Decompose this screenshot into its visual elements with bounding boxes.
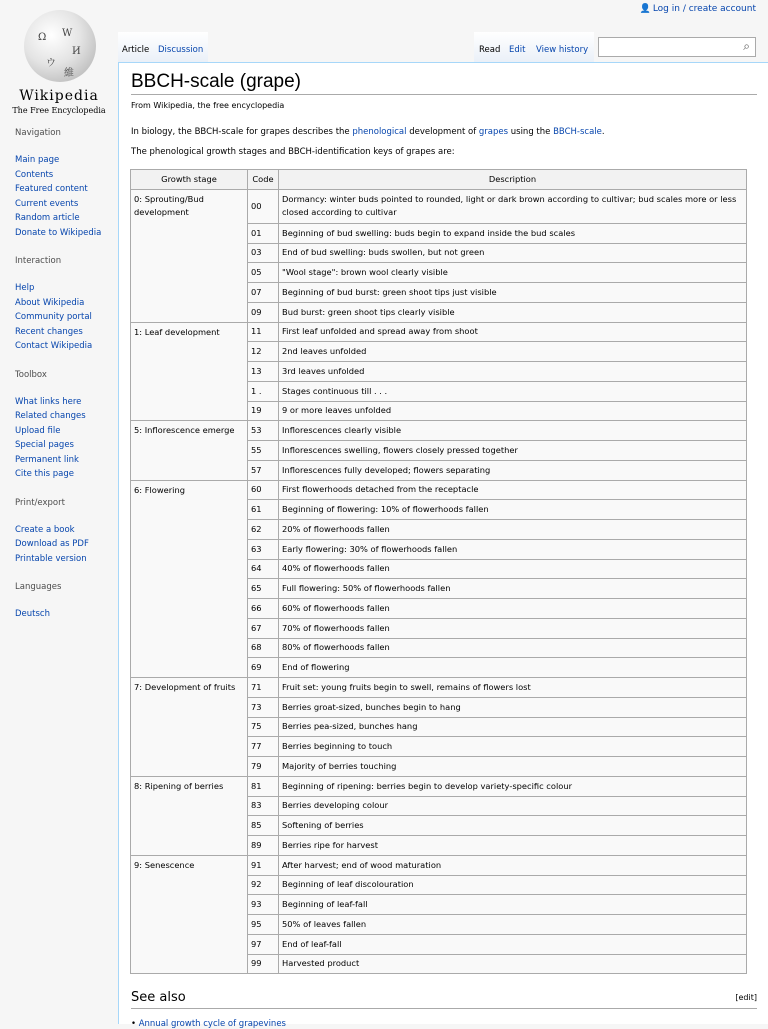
description-cell: 80% of flowerhoods fallen: [279, 638, 747, 658]
wordmark: Wikipedia: [19, 88, 99, 104]
portal-navigation: [15, 128, 118, 240]
content-area: [118, 62, 768, 1029]
growth-stage-cell: 9: Senescence: [131, 855, 248, 974]
globe-icon: Ω W И ウ 維: [24, 10, 96, 82]
portal-heading: Navigation: [15, 128, 61, 138]
code-cell: 62: [248, 520, 279, 540]
personal-tools: [640, 4, 756, 14]
sidebar-item-download-as-pdf[interactable]: Download as PDF: [15, 539, 89, 549]
description-cell: Bud burst: green shoot tips clearly visible: [279, 302, 747, 322]
code-cell: 11: [248, 322, 279, 342]
code-cell: 19: [248, 401, 279, 421]
phenological-link[interactable]: phenological: [352, 127, 407, 137]
code-cell: 81: [248, 776, 279, 796]
description-cell: 9 or more leaves unfolded: [279, 401, 747, 421]
description-cell: First leaf unfolded and spread away from shoot: [279, 322, 747, 342]
sidebar-item-what-links-here[interactable]: What links here: [15, 396, 82, 407]
portal-toolbox: [15, 370, 118, 482]
code-cell: 13: [248, 362, 279, 382]
see-also-list: • Annual growth cycle of grapevines: [131, 1019, 286, 1029]
code-cell: 83: [248, 796, 279, 816]
description-cell: Fruit set: young fruits begin to swell, remains of flowers lost: [279, 678, 747, 698]
table-row: [131, 421, 747, 441]
table-row: [131, 678, 747, 698]
code-cell: 89: [248, 836, 279, 856]
tab-discussion[interactable]: Discussion: [158, 45, 204, 55]
code-cell: 12: [248, 342, 279, 362]
description-cell: 40% of flowerhoods fallen: [279, 559, 747, 579]
sidebar-item-recent-changes[interactable]: Recent changes: [15, 326, 83, 337]
description-cell: Beginning of ripening: berries begin to develop variety-specific colour: [279, 776, 747, 796]
portal-print-export: [15, 498, 118, 567]
sidebar-item-contact-wikipedia[interactable]: Contact Wikipedia: [15, 341, 93, 351]
code-cell: 77: [248, 737, 279, 757]
code-cell: 91: [248, 855, 279, 875]
code-cell: 97: [248, 934, 279, 954]
tab-edit[interactable]: Edit: [509, 45, 526, 55]
sidebar-item-deutsch[interactable]: Deutsch: [15, 609, 50, 619]
portal-heading: Interaction: [15, 256, 62, 266]
portal-heading: Print/export: [15, 497, 65, 508]
code-cell: 07: [248, 283, 279, 303]
description-cell: 50% of leaves fallen: [279, 915, 747, 935]
description-cell: Berries ripe for harvest: [279, 836, 747, 856]
code-cell: 01: [248, 223, 279, 243]
description-cell: Dormancy: winter buds pointed to rounded, light or dark brown according to cultivar; bud scales more or less closed according to cultivar: [279, 189, 747, 223]
description-cell: Beginning of leaf discolouration: [279, 875, 747, 895]
search-icon[interactable]: ⌕: [743, 39, 750, 53]
col-growth-stage: Growth stage: [131, 170, 248, 190]
code-cell: 71: [248, 678, 279, 698]
col-description: Description: [279, 170, 747, 190]
sidebar-item-related-changes[interactable]: Related changes: [15, 411, 86, 421]
search-input[interactable]: [602, 41, 736, 59]
description-cell: Early flowering: 30% of flowerhoods fallen: [279, 539, 747, 559]
description-cell: 70% of flowerhoods fallen: [279, 618, 747, 638]
namespace-tabs: [118, 32, 208, 62]
code-cell: 05: [248, 263, 279, 283]
portal-languages: [15, 582, 118, 622]
sidebar-item-main-page[interactable]: Main page: [15, 155, 60, 165]
code-cell: 57: [248, 460, 279, 480]
code-cell: 92: [248, 875, 279, 895]
code-cell: 03: [248, 243, 279, 263]
description-cell: Softening of berries: [279, 816, 747, 836]
code-cell: 00: [248, 189, 279, 223]
code-cell: 68: [248, 638, 279, 658]
description-cell: Inflorescences clearly visible: [279, 421, 747, 441]
description-cell: 2nd leaves unfolded: [279, 342, 747, 362]
growth-stage-cell: 1: Leaf development: [131, 322, 248, 421]
tagline: The Free Encyclopedia: [12, 106, 106, 115]
code-cell: 53: [248, 421, 279, 441]
code-cell: 95: [248, 915, 279, 935]
sidebar-item-current-events[interactable]: Current events: [15, 198, 79, 209]
table-row: [131, 776, 747, 796]
code-cell: 67: [248, 618, 279, 638]
section-edit-link[interactable]: [edit]: [735, 993, 757, 1002]
description-cell: Berries pea-sized, bunches hang: [279, 717, 747, 737]
description-cell: Inflorescences swelling, flowers closely pressed together: [279, 441, 747, 461]
sidebar-item-help[interactable]: Help: [15, 283, 35, 293]
code-cell: 64: [248, 559, 279, 579]
sidebar-item-create-a-book[interactable]: Create a book: [15, 524, 75, 535]
description-cell: Beginning of leaf-fall: [279, 895, 747, 915]
growth-stage-cell: 6: Flowering: [131, 480, 248, 678]
sidebar-item-cite-this-page[interactable]: Cite this page: [15, 469, 75, 479]
table-intro: The phenological growth stages and BBCH-identification keys of grapes are:: [131, 147, 455, 157]
tab-view-history[interactable]: View history: [536, 45, 589, 55]
description-cell: 60% of flowerhoods fallen: [279, 599, 747, 619]
table-header-row: [131, 170, 747, 190]
code-cell: 09: [248, 302, 279, 322]
code-cell: 75: [248, 717, 279, 737]
code-cell: 63: [248, 539, 279, 559]
sidebar-item-special-pages[interactable]: Special pages: [15, 440, 74, 450]
description-cell: Full flowering: 50% of flowerhoods fallen: [279, 579, 747, 599]
bbch-table: [130, 169, 747, 974]
portal-interaction: [15, 256, 118, 354]
portal-heading: Languages: [15, 582, 62, 592]
table-body: [131, 189, 747, 974]
description-cell: 20% of flowerhoods fallen: [279, 520, 747, 540]
sidebar-item-printable-version[interactable]: Printable version: [15, 553, 87, 564]
sidebar: [0, 128, 118, 638]
description-cell: "Wool stage": brown wool clearly visible: [279, 263, 747, 283]
description-cell: Berries beginning to touch: [279, 737, 747, 757]
tab-article[interactable]: Article: [122, 45, 150, 55]
code-cell: 73: [248, 697, 279, 717]
description-cell: Majority of berries touching: [279, 757, 747, 777]
sidebar-item-permanent-link[interactable]: Permanent link: [15, 454, 79, 465]
bbch-scale-link[interactable]: BBCH-scale: [553, 127, 602, 137]
sidebar-item-featured-content[interactable]: Featured content: [15, 184, 88, 194]
description-cell: First flowerhoods detached from the receptacle: [279, 480, 747, 500]
tab-read[interactable]: Read: [479, 45, 501, 55]
code-cell: 1 .: [248, 381, 279, 401]
description-cell: Beginning of bud burst: green shoot tips just visible: [279, 283, 747, 303]
description-cell: Berries groat-sized, bunches begin to hang: [279, 697, 747, 717]
code-cell: 61: [248, 500, 279, 520]
sidebar-item-contents[interactable]: Contents: [15, 169, 54, 180]
description-cell: End of leaf-fall: [279, 934, 747, 954]
table-row: [131, 322, 747, 342]
description-cell: Berries developing colour: [279, 796, 747, 816]
growth-stage-cell: 7: Development of fruits: [131, 678, 248, 777]
table-row: [131, 855, 747, 875]
description-cell: After harvest; end of wood maturation: [279, 855, 747, 875]
code-cell: 66: [248, 599, 279, 619]
code-cell: 69: [248, 658, 279, 678]
see-also-link[interactable]: Annual growth cycle of grapevines: [138, 1019, 286, 1029]
table-row: [131, 189, 747, 223]
page-title: BBCH-scale (grape): [131, 71, 757, 95]
description-cell: 3rd leaves unfolded: [279, 362, 747, 382]
description-cell: Harvested product: [279, 954, 747, 974]
sidebar-item-upload-file[interactable]: Upload file: [15, 425, 61, 436]
col-code: Code: [248, 170, 279, 190]
code-cell: 60: [248, 480, 279, 500]
description-cell: Inflorescences fully developed; flowers separating: [279, 460, 747, 480]
description-cell: End of flowering: [279, 658, 747, 678]
code-cell: 93: [248, 895, 279, 915]
sidebar-item-random-article[interactable]: Random article: [15, 213, 80, 223]
code-cell: 99: [248, 954, 279, 974]
growth-stage-cell: 5: Inflorescence emerge: [131, 421, 248, 480]
description-cell: Beginning of bud swelling: buds begin to expand inside the bud scales: [279, 223, 747, 243]
growth-stage-cell: 8: Ripening of berries: [131, 776, 248, 855]
intro-paragraph: In biology, the BBCH-scale for grapes describes the phenological development of grapes using the BBCH-scale.: [131, 127, 605, 137]
description-cell: Beginning of flowering: 10% of flowerhoods fallen: [279, 500, 747, 520]
growth-stage-cell: 0: Sprouting/Bud development: [131, 189, 248, 322]
see-also-heading: See also [edit]: [131, 990, 757, 1009]
sidebar-item-about-wikipedia[interactable]: About Wikipedia: [15, 297, 85, 308]
code-cell: 65: [248, 579, 279, 599]
table-row: [131, 480, 747, 500]
wikipedia-logo[interactable]: [0, 0, 118, 125]
description-cell: End of bud swelling: buds swollen, but not green: [279, 243, 747, 263]
sidebar-item-donate-to-wikipedia[interactable]: Donate to Wikipedia: [15, 227, 102, 238]
login-link[interactable]: Log in / create account: [652, 4, 756, 14]
search-box[interactable]: [598, 37, 756, 57]
site-subtitle: From Wikipedia, the free encyclopedia: [131, 101, 285, 110]
portal-heading: Toolbox: [15, 369, 47, 380]
code-cell: 79: [248, 757, 279, 777]
user-icon: 👤: [639, 4, 651, 14]
description-cell: Stages continuous till . . .: [279, 381, 747, 401]
sidebar-item-community-portal[interactable]: Community portal: [15, 312, 92, 322]
view-tabs: [474, 32, 594, 62]
code-cell: 85: [248, 816, 279, 836]
code-cell: 55: [248, 441, 279, 461]
grapes-link[interactable]: grapes: [478, 127, 509, 137]
